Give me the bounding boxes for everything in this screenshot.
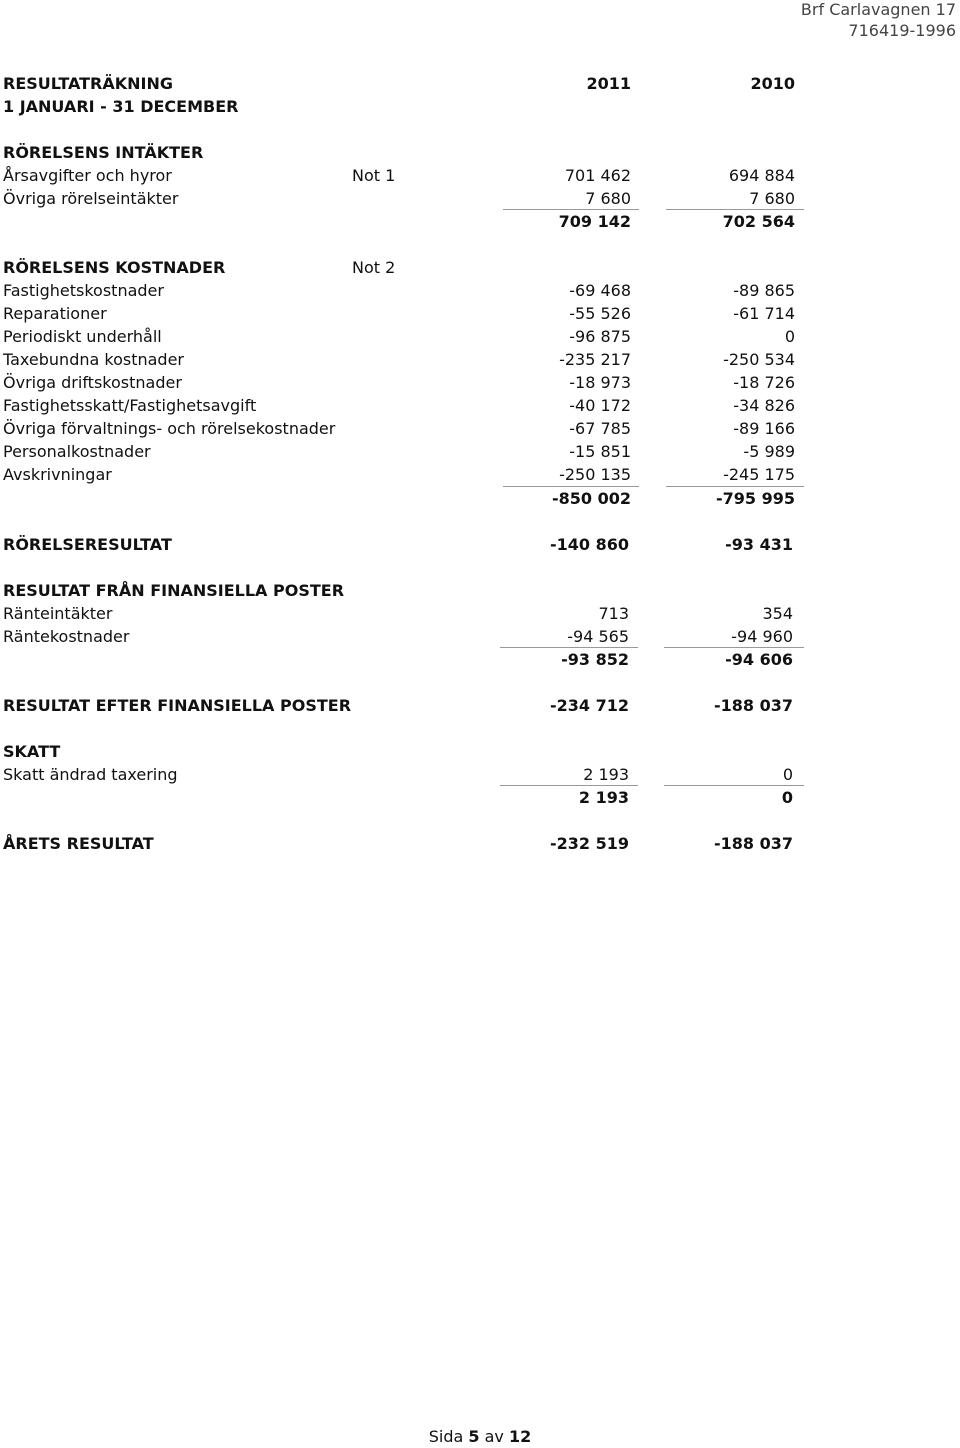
value-2010: -188 037 bbox=[713, 834, 793, 853]
value-2010: -34 826 bbox=[733, 396, 795, 415]
value-2010: -94 960 bbox=[731, 627, 793, 646]
page-number: 5 bbox=[468, 1427, 480, 1446]
row-label: ÅRETS RESULTAT bbox=[3, 834, 154, 853]
value-2011: 713 bbox=[598, 604, 629, 623]
section-heading-finansiella bbox=[0, 579, 960, 602]
value-2011: -232 519 bbox=[549, 834, 629, 853]
table-row bbox=[0, 164, 960, 187]
result-row-efter-finansiella bbox=[0, 694, 960, 717]
row-label: Periodiskt underhåll bbox=[3, 327, 162, 346]
value-2011: -250 135 bbox=[559, 465, 631, 484]
value-2011: -234 712 bbox=[549, 696, 629, 715]
row-label: Fastighetsskatt/Fastighetsavgift bbox=[3, 396, 257, 415]
value-2011: -140 860 bbox=[549, 535, 629, 554]
section-heading: RÖRELSENS KOSTNADER bbox=[3, 258, 226, 277]
row-label: Övriga rörelseintäkter bbox=[3, 189, 179, 208]
value-2010: -188 037 bbox=[713, 696, 793, 715]
table-row bbox=[0, 279, 960, 302]
value-2011: 7 680 bbox=[585, 189, 631, 208]
page-footer bbox=[0, 1425, 960, 1448]
statement-period-row bbox=[0, 95, 960, 118]
subtotal-2010: -795 995 bbox=[715, 489, 795, 508]
subtotal-2011: -93 852 bbox=[561, 650, 629, 669]
row-label: Fastighetskostnader bbox=[3, 281, 164, 300]
subtotal-row bbox=[0, 487, 960, 510]
row-label: Avskrivningar bbox=[3, 465, 112, 484]
row-label: Ränteintäkter bbox=[3, 604, 113, 623]
value-2010: 0 bbox=[784, 327, 795, 346]
section-heading-intakter bbox=[0, 141, 960, 164]
row-label: Skatt ändrad taxering bbox=[3, 765, 178, 784]
value-2011: 2 193 bbox=[583, 765, 629, 784]
value-2010: 354 bbox=[762, 604, 793, 623]
value-2010: -89 166 bbox=[733, 419, 795, 438]
table-row bbox=[0, 348, 960, 371]
section-heading-kostnader bbox=[0, 256, 960, 279]
row-label: Räntekostnader bbox=[3, 627, 130, 646]
table-row bbox=[0, 325, 960, 348]
value-2010: -61 714 bbox=[733, 304, 795, 323]
value-2011: 701 462 bbox=[564, 166, 631, 185]
table-row bbox=[0, 463, 960, 486]
result-row-arets-resultat bbox=[0, 832, 960, 855]
subtotal-2011: 709 142 bbox=[558, 212, 631, 231]
row-label: Övriga driftskostnader bbox=[3, 373, 182, 392]
value-2011: -235 217 bbox=[559, 350, 631, 369]
value-2011: -18 973 bbox=[569, 373, 631, 392]
row-label: Övriga förvaltnings- och rörelsekostnader bbox=[3, 419, 336, 438]
value-2010: -5 989 bbox=[743, 442, 795, 461]
table-row bbox=[0, 187, 960, 210]
subtotal-2010: 702 564 bbox=[722, 212, 795, 231]
subtotal-2011: -850 002 bbox=[551, 489, 631, 508]
subtotal-row bbox=[0, 786, 960, 809]
section-heading: RESULTAT FRÅN FINANSIELLA POSTER bbox=[3, 581, 345, 600]
subtotal-2010: -94 606 bbox=[725, 650, 793, 669]
row-label: Personalkostnader bbox=[3, 442, 151, 461]
value-2011: -69 468 bbox=[569, 281, 631, 300]
statement-title: RESULTATRÄKNING bbox=[3, 74, 174, 93]
result-row-rorelseresultat bbox=[0, 533, 960, 556]
subtotal-row bbox=[0, 648, 960, 671]
subtotal-row bbox=[0, 210, 960, 233]
value-2011: -55 526 bbox=[569, 304, 631, 323]
table-row bbox=[0, 302, 960, 325]
subtotal-2010: 0 bbox=[781, 788, 793, 807]
value-2011: -96 875 bbox=[569, 327, 631, 346]
value-2011: -40 172 bbox=[569, 396, 631, 415]
value-2010: -250 534 bbox=[723, 350, 795, 369]
page-prefix: Sida bbox=[428, 1427, 464, 1446]
row-label: Reparationer bbox=[3, 304, 107, 323]
note-ref: Not 2 bbox=[352, 258, 396, 277]
value-2011: -15 851 bbox=[569, 442, 631, 461]
table-row bbox=[0, 763, 960, 786]
section-heading: SKATT bbox=[3, 742, 61, 761]
note-ref: Not 1 bbox=[352, 166, 396, 185]
value-2010: 7 680 bbox=[749, 189, 795, 208]
page-separator: av bbox=[484, 1427, 504, 1446]
value-2010: -93 431 bbox=[725, 535, 793, 554]
value-2010: 0 bbox=[782, 765, 793, 784]
value-2011: -94 565 bbox=[567, 627, 629, 646]
table-row bbox=[0, 394, 960, 417]
row-label: Årsavgifter och hyror bbox=[3, 166, 172, 185]
table-row bbox=[0, 602, 960, 625]
value-2011: -67 785 bbox=[569, 419, 631, 438]
row-label: RÖRELSERESULTAT bbox=[3, 535, 172, 554]
row-label: Taxebundna kostnader bbox=[3, 350, 184, 369]
section-heading-skatt bbox=[0, 740, 960, 763]
year-2011-header: 2011 bbox=[586, 74, 631, 93]
table-row bbox=[0, 625, 960, 648]
company-name: Brf Carlavagnen 17 bbox=[800, 0, 956, 19]
table-row bbox=[0, 440, 960, 463]
value-2010: 694 884 bbox=[728, 166, 795, 185]
page-total: 12 bbox=[509, 1427, 532, 1446]
section-heading: RÖRELSENS INTÄKTER bbox=[3, 143, 204, 162]
value-2010: -89 865 bbox=[733, 281, 795, 300]
org-number: 716419-1996 bbox=[848, 21, 956, 40]
statement-title-row bbox=[0, 72, 960, 95]
table-row bbox=[0, 371, 960, 394]
year-2010-header: 2010 bbox=[750, 74, 795, 93]
value-2010: -245 175 bbox=[723, 465, 795, 484]
row-label: RESULTAT EFTER FINANSIELLA POSTER bbox=[3, 696, 352, 715]
subtotal-2011: 2 193 bbox=[578, 788, 629, 807]
value-2010: -18 726 bbox=[733, 373, 795, 392]
statement-period: 1 JANUARI - 31 DECEMBER bbox=[3, 97, 239, 116]
table-row bbox=[0, 417, 960, 440]
